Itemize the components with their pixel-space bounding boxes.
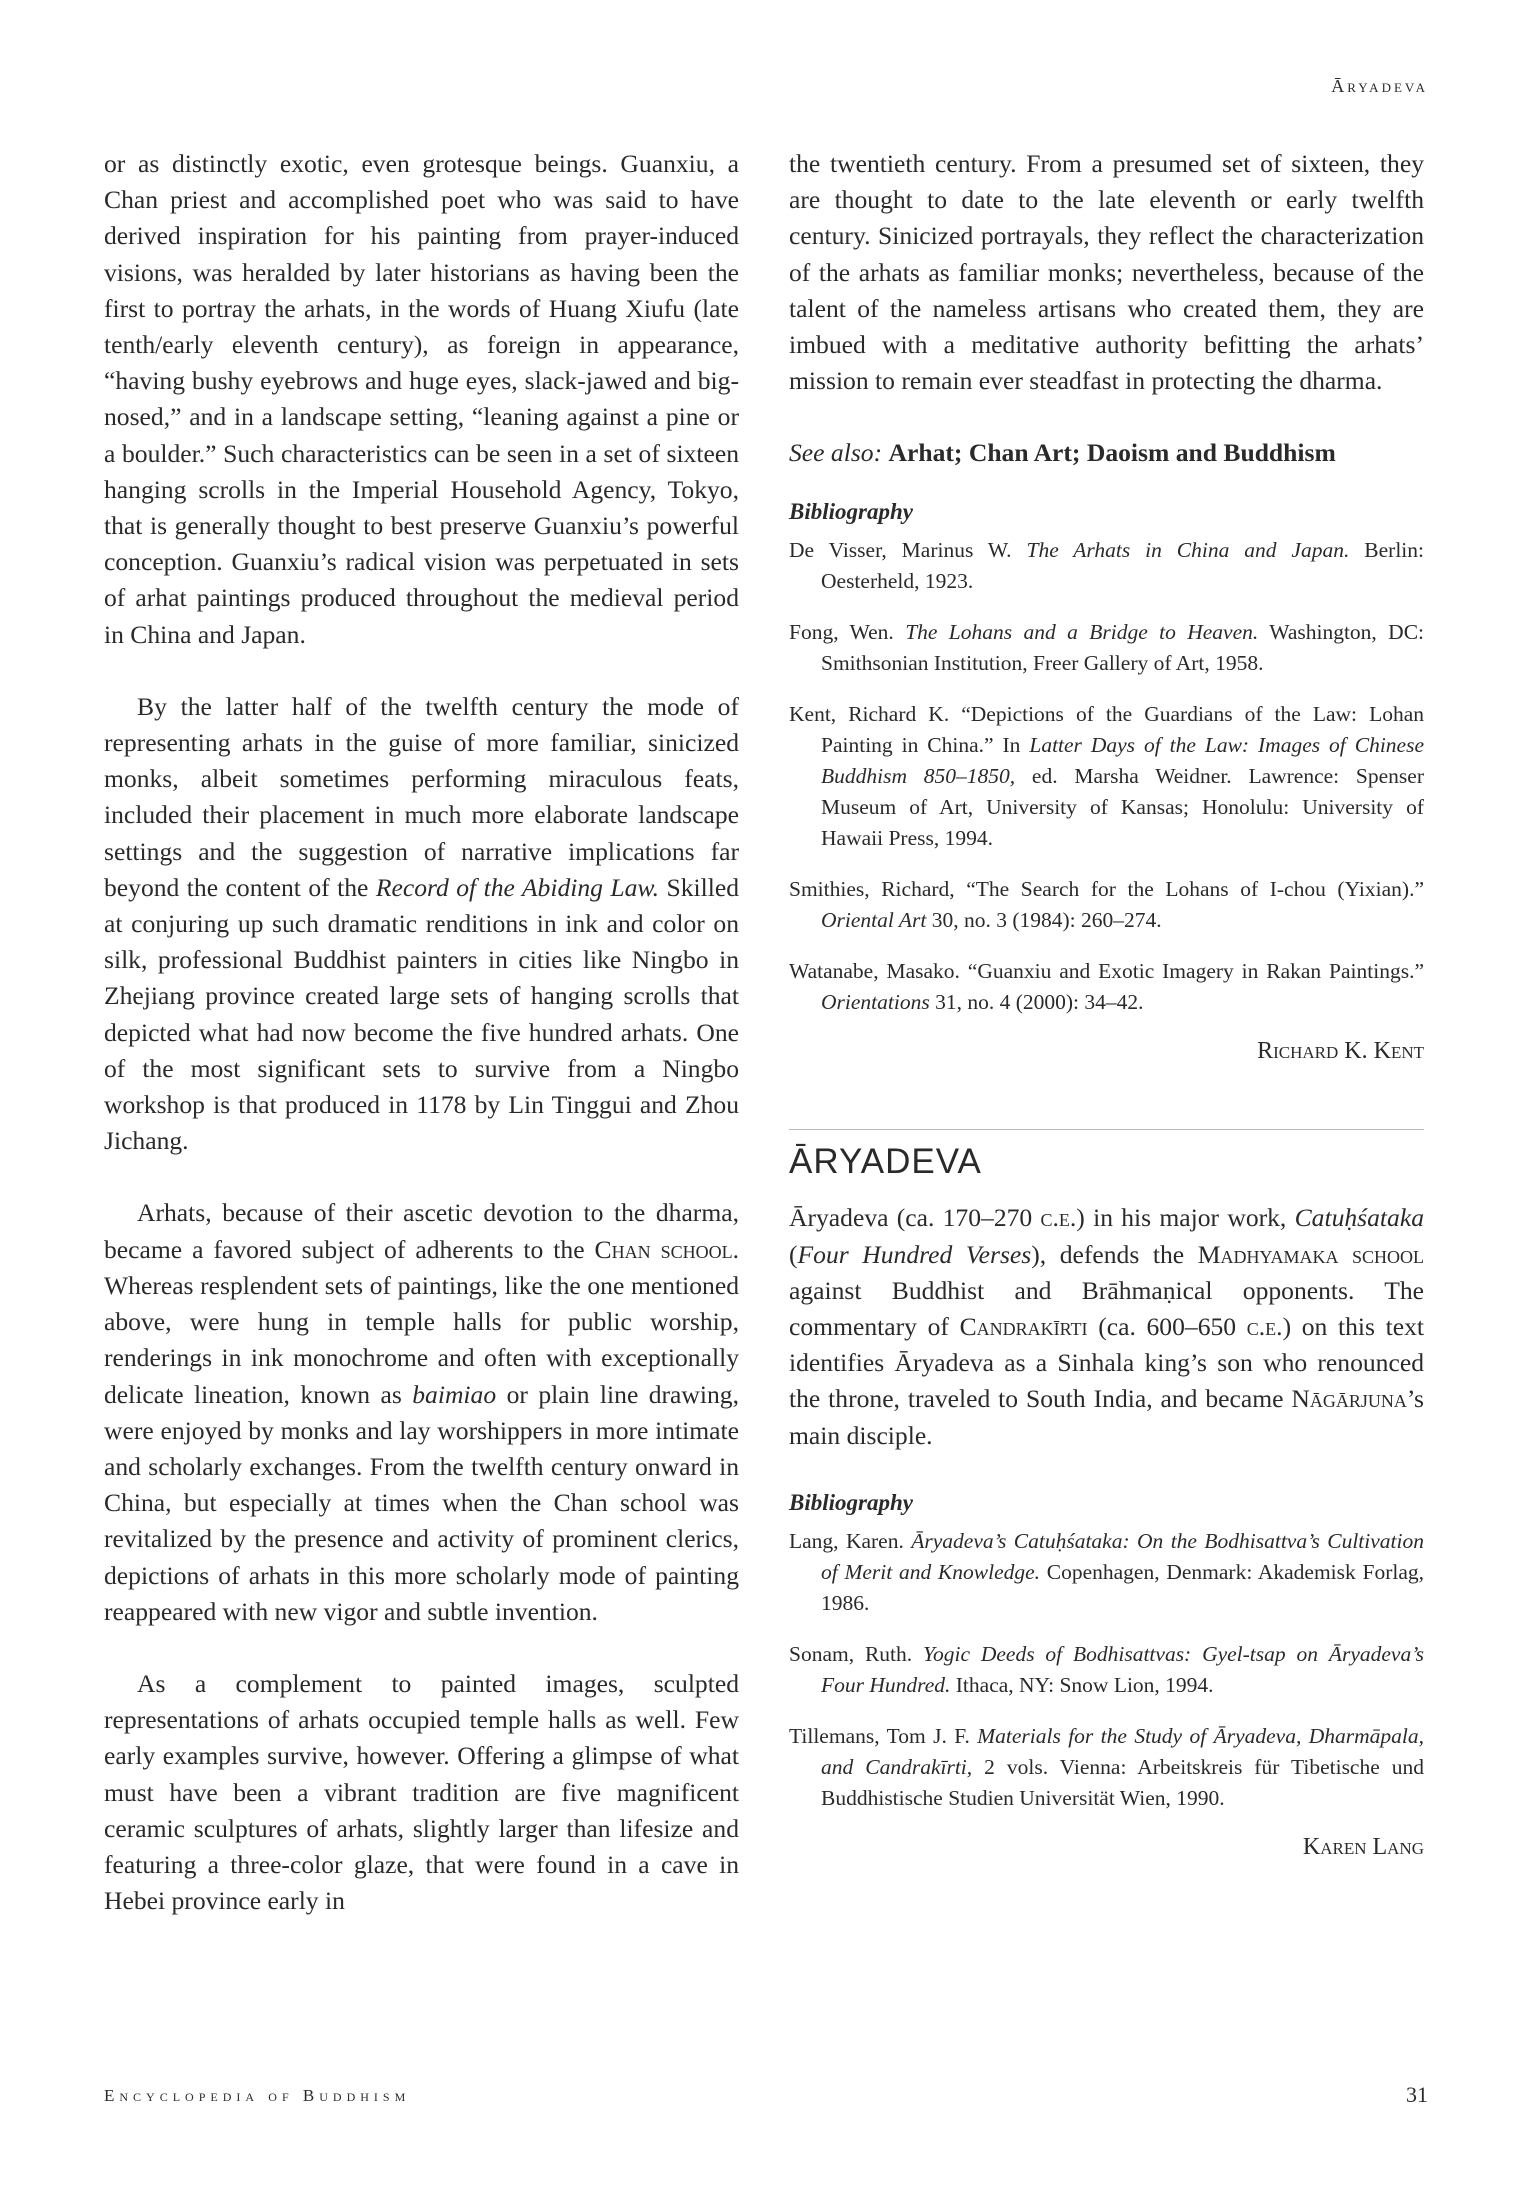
paragraph: By the latter half of the twelfth century the mode of representing arhats in the guise of more familiar, sinicized monks, albeit sometimes performing miraculous feats, included their placement in much more elaborate landscape settings and the suggestion of narrative implications far beyond the content of the Record of the Abiding Law. Skilled at conjuring up such dramatic renditions in ink and color on silk, professional Buddhist painters in cities like Ningbo in Zhejiang province created large sets of hanging scrolls that depicted what had now become the five hundred arhats. One of the most significant sets to survive from a Ningbo workshop is that produced in 1178 by Lin Tinggui and Zhou Jichang. xyxy=(104,691,739,1156)
bibliography-entry: Watanabe, Masako. “Guanxiu and Exotic Imagery in Rakan Paintings.” Orientations 31, no. 4 (2000): 34–42. xyxy=(789,959,1424,1015)
bibliography-entry: Lang, Karen. Āryadeva’s Catuḥśataka: On the Bodhisattva’s Cultivation of Merit and Knowledge. Copenhagen, Denmark: Akademisk Forlag, 1986. xyxy=(789,1528,1424,1615)
author-signature: Karen Lang xyxy=(1302,1833,1424,1860)
bibliography-entry: Tillemans, Tom J. F. Materials for the Study of Āryadeva, Dharmāpala, and Candrakīrti, 2 vols. Vienna: Arbeitskreis für Tibetische und Buddhistische Studien Universität Wien, 1990. xyxy=(789,1723,1425,1810)
cross-reference: Nāgārjuna xyxy=(1291,1384,1407,1414)
cross-reference: Candrakīrti xyxy=(959,1312,1088,1342)
see-also-links: Arhat; Chan Art; Daoism and Buddhism xyxy=(888,438,1336,468)
entry-title: ĀRYADEVA xyxy=(789,1142,982,1182)
see-also: See also: Arhat; Chan Art; Daoism and Buddhism xyxy=(789,438,1336,468)
page-number: 31 xyxy=(1406,2082,1428,2107)
paragraph: As a complement to painted images, sculpted representations of arhats occupied temple halls as well. Few early examples survive, however. Offering a glimpse of what must have been a vibrant tradition are five magnificent ceramic sculptures of arhats, slightly larger than lifesize and featuring a three-color glaze, that were found in a cave in Hebei province early in xyxy=(104,1668,739,1916)
running-head: Āryadeva xyxy=(1331,76,1428,96)
bibliography-entry: Smithies, Richard, “The Search for the Lohans of I-chou (Yixian).” Oriental Art 30, no. 3 (1984): 260–274. xyxy=(789,877,1424,933)
author-signature: Richard K. Kent xyxy=(1257,1038,1424,1065)
cross-reference: Madhyamaka school xyxy=(1197,1239,1425,1269)
bibliography-entry: Sonam, Ruth. Yogic Deeds of Bodhisattvas: Gyel-tsap on Āryadeva’s Four Hundred. Ithaca, NY: Snow Lion, 1994. xyxy=(789,1641,1424,1697)
bibliography-list xyxy=(789,535,1424,1018)
bibliography-list xyxy=(789,1526,1424,1814)
bibliography-heading: Bibliography xyxy=(789,1489,913,1515)
paragraph: Arhats, because of their ascetic devotion to the dharma, became a favored subject of adherents to the Chan school. Whereas resplendent sets of paintings, like the one mentioned above, were hung in temple halls for public worship, renderings in ink monochrome and often with exceptionally delicate lineation, known as baimiao or plain line drawing, were enjoyed by monks and lay worshippers in more intimate and scholarly exchanges. From the twelfth century onward in China, but especially at times when the Chan school was revitalized by the presence and activity of prominent clerics, depictions of arhats in this more scholarly mode of painting reappeared with new vigor and subtle invention. xyxy=(104,1198,739,1626)
paragraph: or as distinctly exotic, even grotesque beings. Guanxiu, a Chan priest and accomplished poet who was said to have derived inspiration for his painting from prayer-induced visions, was heralded by later historians as having been the first to portray the arhats, in the words of Huang Xiufu (late tenth/early eleventh century), as foreign in appearance, “having bushy eyebrows and huge eyes, slack-jawed and big-nosed,” and in a landscape setting, “leaning against a pine or a boulder.” Such characteristics can be seen in a set of sixteen hanging scrolls in the Imperial Household Agency, Tokyo, that is generally thought to best preserve Guanxiu’s powerful conception. Guanxiu’s radical vision was perpetuated in sets of arhat paintings produced throughout the medieval period in China and Japan. xyxy=(104,149,739,649)
left-column xyxy=(104,146,739,1955)
entry-divider xyxy=(789,1129,1424,1130)
bibliography-entry: Fong, Wen. The Lohans and a Bridge to Heaven. Washington, DC: Smithsonian Institution, Freer Gallery of Art, 1958. xyxy=(789,620,1425,676)
paragraph: the twentieth century. From a presumed set of sixteen, they are thought to date to the late eleventh or early twelfth century. Sinicized portrayals, they reflect the characterization of the arhats as familiar monks; nevertheless, because of the talent of the nameless artisans who created them, they are imbued with a meditative authority befitting the arhats’ mission to remain ever steadfast in protecting the dharma. xyxy=(789,149,1424,396)
footer-title: Encyclopedia of Buddhism xyxy=(104,2086,411,2105)
cross-reference: Chan school xyxy=(594,1234,733,1264)
bibliography-entry: De Visser, Marinus W. The Arhats in China and Japan. Berlin: Oesterheld, 1923. xyxy=(789,538,1424,594)
bibliography-heading: Bibliography xyxy=(789,499,913,525)
bibliography-entry: Kent, Richard K. “Depictions of the Guardians of the Law: Lohan Painting in China.” In Latter Days of the Law: Images of Chinese Buddhism 850–1850, ed. Marsha Weidner. Lawrence: Spenser Museum of Art, University of Kansas; Honolulu: University of Hawaii Press, 1994. xyxy=(789,702,1424,851)
right-column xyxy=(789,146,1424,1861)
paragraph: Āryadeva (ca. 170–270 c.e.) in his major work, Catuḥśataka (Four Hundred Verses), defends the Madhyamaka school against Buddhist and Brāhmaṇical opponents. The commentary of Candrakīrti (ca. 600–650 c.e.) on this text identifies Āryadeva as a Sinhala king’s son who renounced the throne, traveled to South India, and became Nāgārjuna’s main disciple. xyxy=(789,1203,1425,1450)
